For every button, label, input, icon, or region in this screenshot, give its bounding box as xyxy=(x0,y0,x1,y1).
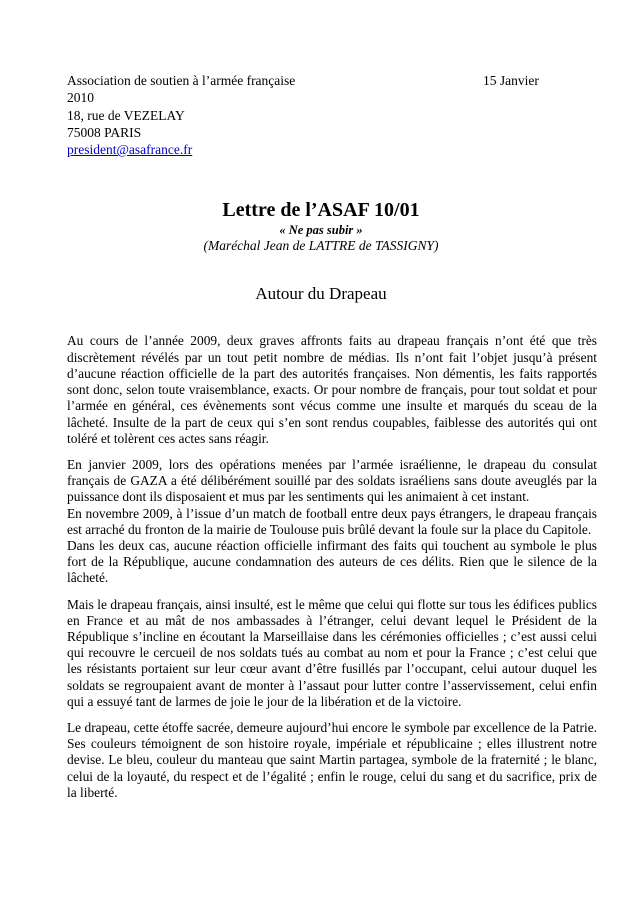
body-paragraph: En novembre 2009, à l’issue d’un match de football entre deux pays étrangers, le drapeau français est arraché du fronton de la mairie de Toulouse puis brûlé devant la foule sur la place du Capitole. xyxy=(67,505,597,537)
address-street: 18, rue de VEZELAY xyxy=(67,107,185,123)
email-link[interactable]: president@asafrance.fr xyxy=(67,142,193,158)
subject-heading: Autour du Drapeau xyxy=(255,284,387,304)
address-city: 75008 PARIS xyxy=(67,124,142,140)
letter-date: 15 Janvier xyxy=(483,73,539,88)
body-paragraph: Au cours de l’année 2009, deux graves affronts faits au drapeau français n’ont été que très discrètement révélés par un tout petit nombre de médias. Ils n’ont fait l’objet jusqu’à présent d’aucune réaction officielle de la part des autorités françaises. Non démentis, les faits rapportés sont donc, selon toute vraisemblance, exacts. Or pour nombre de français, pour tout soldat et pour l’armée en général, ces évènements sont vécus comme une insulte et marqués du sceau de la lâcheté. Insulte de la part de ceux qui s’en sont rendus coupables, faiblesse des autorités qui ont toléré et tolèrent ces actes sans réagir. xyxy=(67,333,597,446)
letter-title: Lettre de l’ASAF 10/01 xyxy=(222,199,420,222)
body-paragraph: En janvier 2009, lors des opérations menées par l’armée israélienne, le drapeau du consulat français de GAZA a été délibérément souillé par des soldats israéliens sans doute aveuglés par la puissance dont ils disposaient et mus par les sentiments qui les animaient à cet instant. xyxy=(67,456,597,505)
letterhead-line-5 xyxy=(67,141,597,158)
motto-author: (Maréchal Jean de LATTRE de TASSIGNY) xyxy=(203,238,439,254)
page-content xyxy=(67,0,597,801)
body-paragraph: Dans les deux cas, aucune réaction officielle infirmant des faits qui touchent au symbole le plus fort de la République, aucune condamnation des auteurs de ces délits. Rien que le silence de la lâcheté. xyxy=(67,537,597,586)
letterhead-line-1 xyxy=(67,72,597,89)
motto-quote: « Ne pas subir » xyxy=(279,223,363,238)
letter-date-year: 2010 xyxy=(67,90,94,106)
letterhead xyxy=(67,72,597,158)
body-paragraph: Mais le drapeau français, ainsi insulté, est le même que celui qui flotte sur tous les édifices publics en France et au mât de nos ambassades à l’étranger, celui devant lequel le Président de la République s’incline en écoutant la Marseillaise dans les cérémonies officielles ; c’est aussi celui qui recouvre le cercueil de nos soldats tués au combat au nom et pour la France ; c’est celui que les résistants portaient sur leur cœur avant d’être fusillés par l’occupant, celui autour duquel les soldats se regroupaient avant de monter à l’assaut pour lutter contre l’asservissement, celui enfin qui a essuyé tant de larmes de joie le jour de la libération et de la victoire. xyxy=(67,596,597,709)
body-paragraph: Le drapeau, cette étoffe sacrée, demeure aujourd’hui encore le symbole par excellence de la Patrie. Ses couleurs témoignent de son histoire royale, impériale et républicaine ; elles illustrent notre devise. Le bleu, couleur du manteau que saint Martin partagea, symbole de la fraternité ; le blanc, celui de la loyauté, du respect et de l’égalité ; enfin le rouge, celui du sang et du sacrifice, prix de la liberté. xyxy=(67,719,597,800)
title-block xyxy=(67,199,597,254)
letter-body xyxy=(67,333,597,800)
organization-name: Association de soutien à l’armée française xyxy=(67,73,296,88)
